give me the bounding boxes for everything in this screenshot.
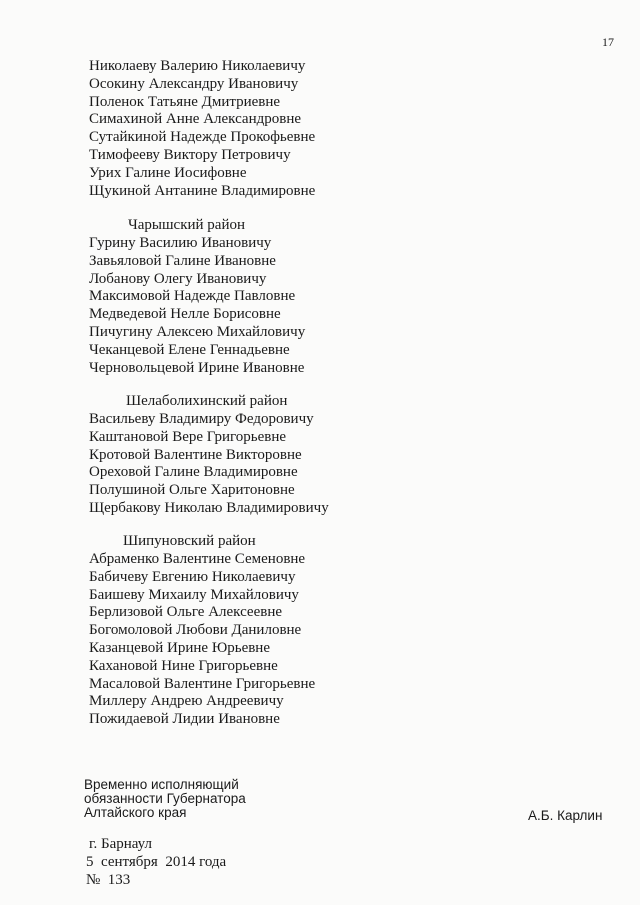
list-item: Лобанову Олегу Ивановичу [89,270,267,287]
list-item: Полушиной Ольге Харитоновне [89,482,295,499]
page-number: 17 [602,35,614,49]
list-item: Черновольцевой Ирине Ивановне [89,359,305,376]
list-item: Пожидаевой Лидии Ивановне [89,711,280,728]
signatory-title-line: Временно исполняющий [84,777,239,792]
list-item: Казанцевой Ирине Юрьевне [89,639,270,656]
signatory-name: А.Б. Карлин [528,808,603,823]
recipient-list-shipunovsky [89,551,315,729]
list-item: Николаеву Валерию Николаевичу [89,58,306,74]
list-item: Щербакову Николаю Владимировичу [89,499,329,516]
recipient-list-continued [89,58,315,200]
signatory-title [84,778,246,820]
list-item: Ореховой Галине Владимировне [89,464,298,481]
list-item: Пичугину Алексею Михайловичу [89,323,306,340]
district-heading: Чарышский район [128,217,245,233]
signatory-title-line: обязанности Губернатора [84,791,246,806]
district-heading: Шелаболихинский район [126,393,288,409]
issue-city: г. Барнаул [89,836,152,852]
list-item: Берлизовой Ольге Алексеевне [89,604,283,621]
list-item: Миллеру Андрею Андреевичу [89,693,284,710]
list-item: Осокину Александру Ивановичу [89,75,299,92]
recipient-list-charyshsky [89,235,305,377]
list-item: Гурину Василию Ивановичу [89,235,272,251]
list-item: Кротовой Валентине Викторовне [89,446,302,463]
document-footer [86,835,226,889]
list-item: Кахановой Нине Григорьевне [89,657,278,674]
issue-date: 5 сентября 2014 года [86,854,227,870]
list-item: Поленок Татьяне Дмитриевне [89,93,281,110]
district-heading: Шипуновский район [123,533,256,549]
list-item: Чеканцевой Елене Геннадьевне [89,341,290,358]
list-item: Максимовой Надежде Павловне [89,288,296,305]
list-item: Каштановой Вере Григорьевне [89,428,287,445]
list-item: Васильеву Владимиру Федоровичу [89,411,314,427]
list-item: Абраменко Валентине Семеновне [89,551,306,567]
list-item: Медведевой Нелле Борисовне [89,306,281,323]
list-item: Завьяловой Галине Ивановне [89,252,276,269]
list-item: Симахиной Анне Александровне [89,111,302,128]
recipient-list-shelabolikhinsky [89,411,329,518]
list-item: Сутайкиной Надежде Прокофьевне [89,129,316,146]
list-item: Богомоловой Любови Даниловне [89,622,302,639]
list-item: Щукиной Антанине Владимировне [89,182,316,199]
list-item: Тимофееву Виктору Петровичу [89,146,291,163]
list-item: Баишеву Михаилу Михайловичу [89,586,299,603]
document-number: № 133 [86,872,131,888]
signatory-title-line: Алтайского края [84,805,187,820]
list-item: Масаловой Валентине Григорьевне [89,675,316,692]
list-item: Бабичеву Евгению Николаевичу [89,568,296,585]
list-item: Урих Галине Иосифовне [89,164,247,181]
